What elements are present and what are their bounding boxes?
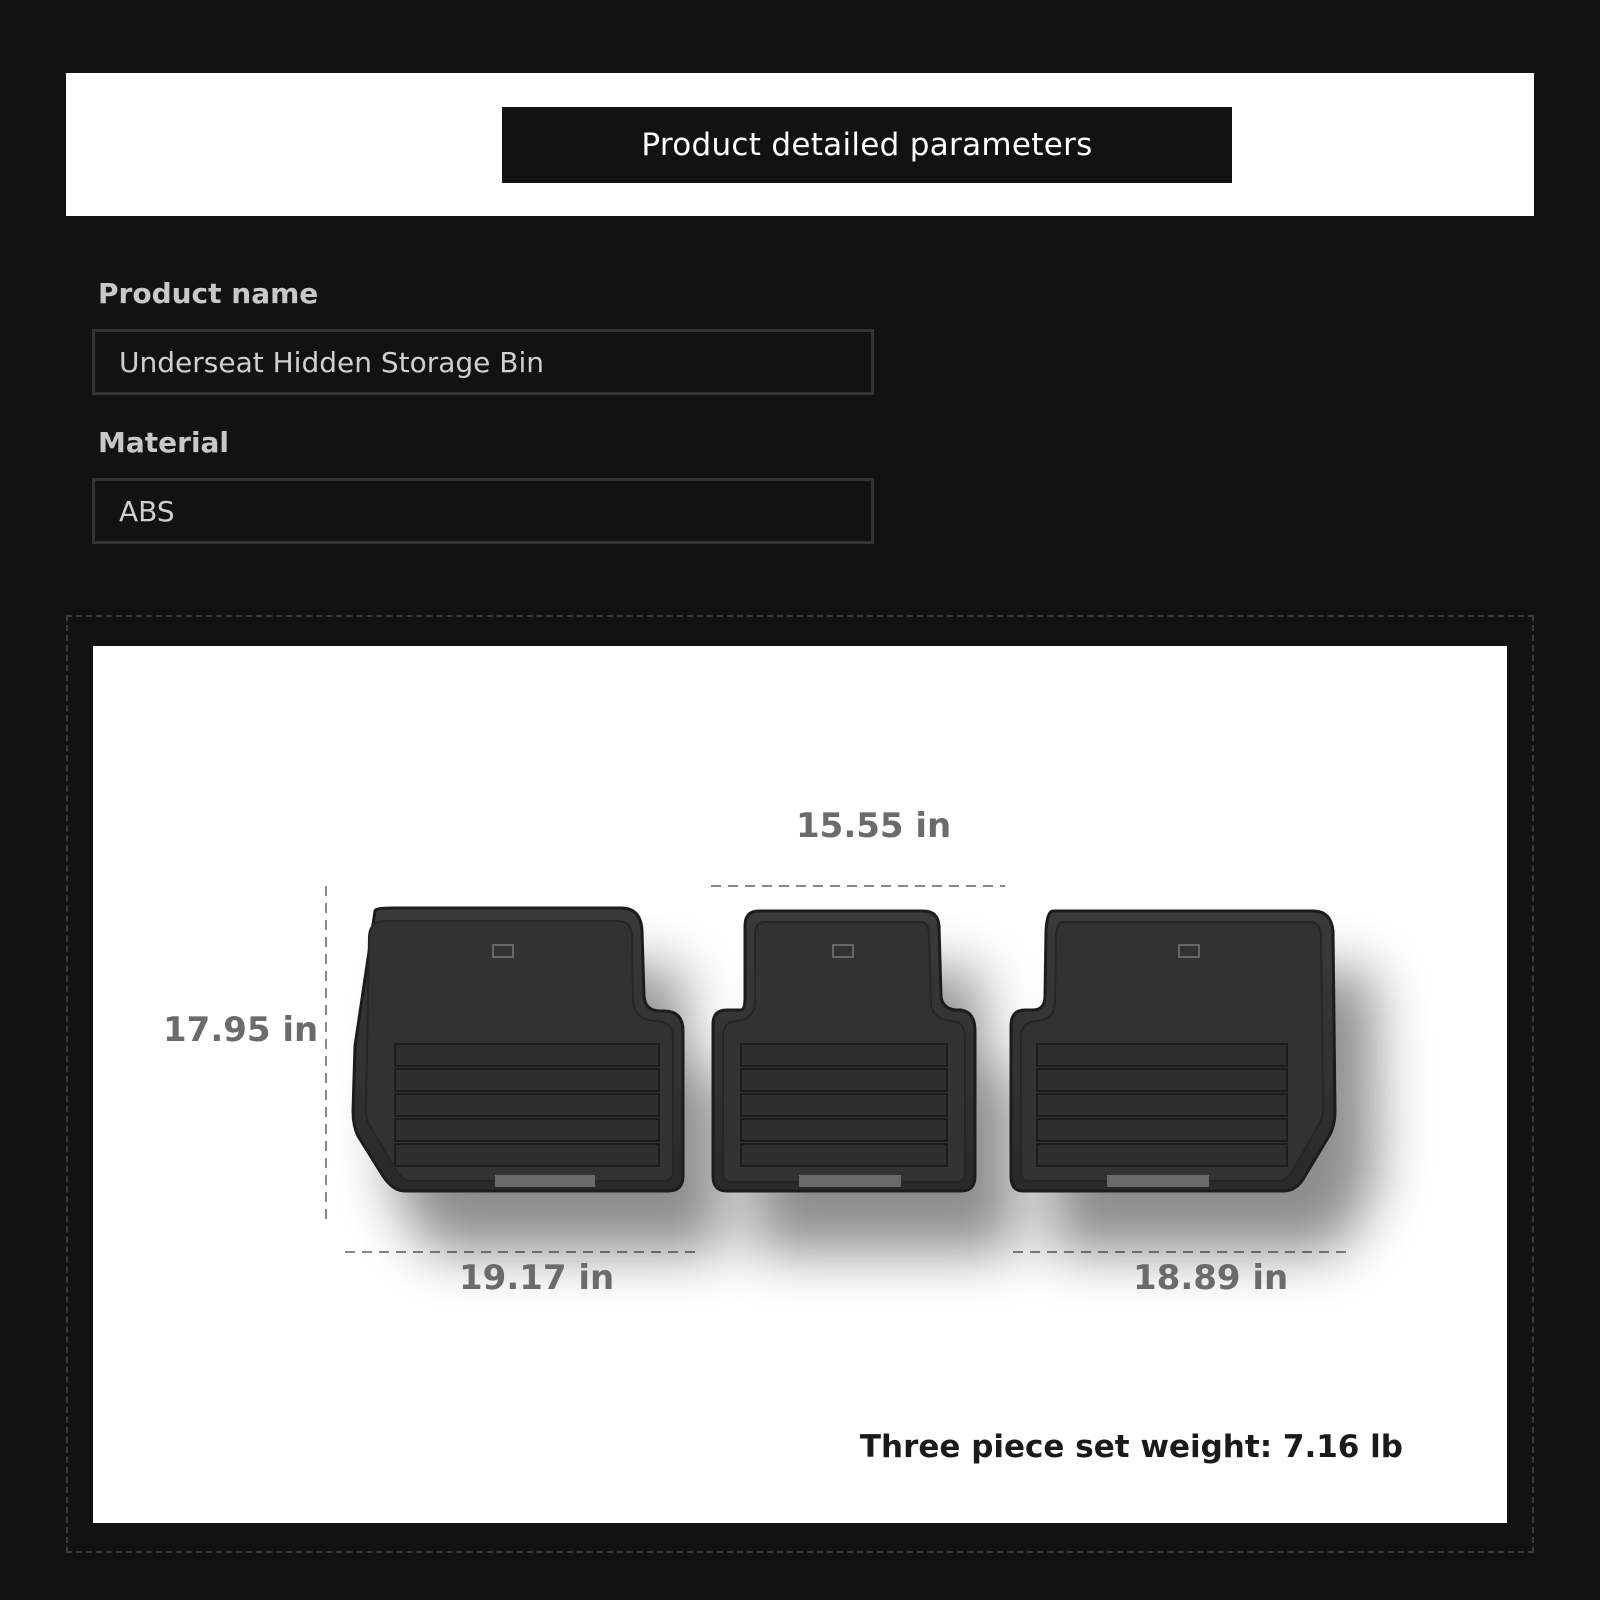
height-dimension-label: 17.95 in	[163, 1010, 319, 1050]
left-bin	[353, 908, 683, 1191]
product-name-value: Underseat Hidden Storage Bin	[92, 329, 874, 395]
material-label: Material	[98, 426, 230, 459]
set-weight	[860, 1429, 1403, 1465]
right-width-dimension-label: 18.89 in	[1133, 1258, 1289, 1298]
set-weight-value: 7.16 lb	[1282, 1429, 1403, 1465]
set-weight-label: Three piece set weight:	[859, 1429, 1273, 1465]
product-name-label: Product name	[98, 277, 319, 310]
dimensions-panel	[93, 646, 1507, 1523]
page-title: Product detailed parameters	[502, 107, 1232, 183]
material-value: ABS	[92, 478, 874, 544]
left-width-dimension-label: 19.17 in	[459, 1258, 615, 1298]
middle-width-dimension-label: 15.55 in	[796, 806, 952, 846]
header-banner	[66, 73, 1534, 216]
storage-bins-illustration	[93, 646, 1507, 1523]
right-bin	[1011, 911, 1335, 1191]
middle-bin	[713, 911, 975, 1191]
